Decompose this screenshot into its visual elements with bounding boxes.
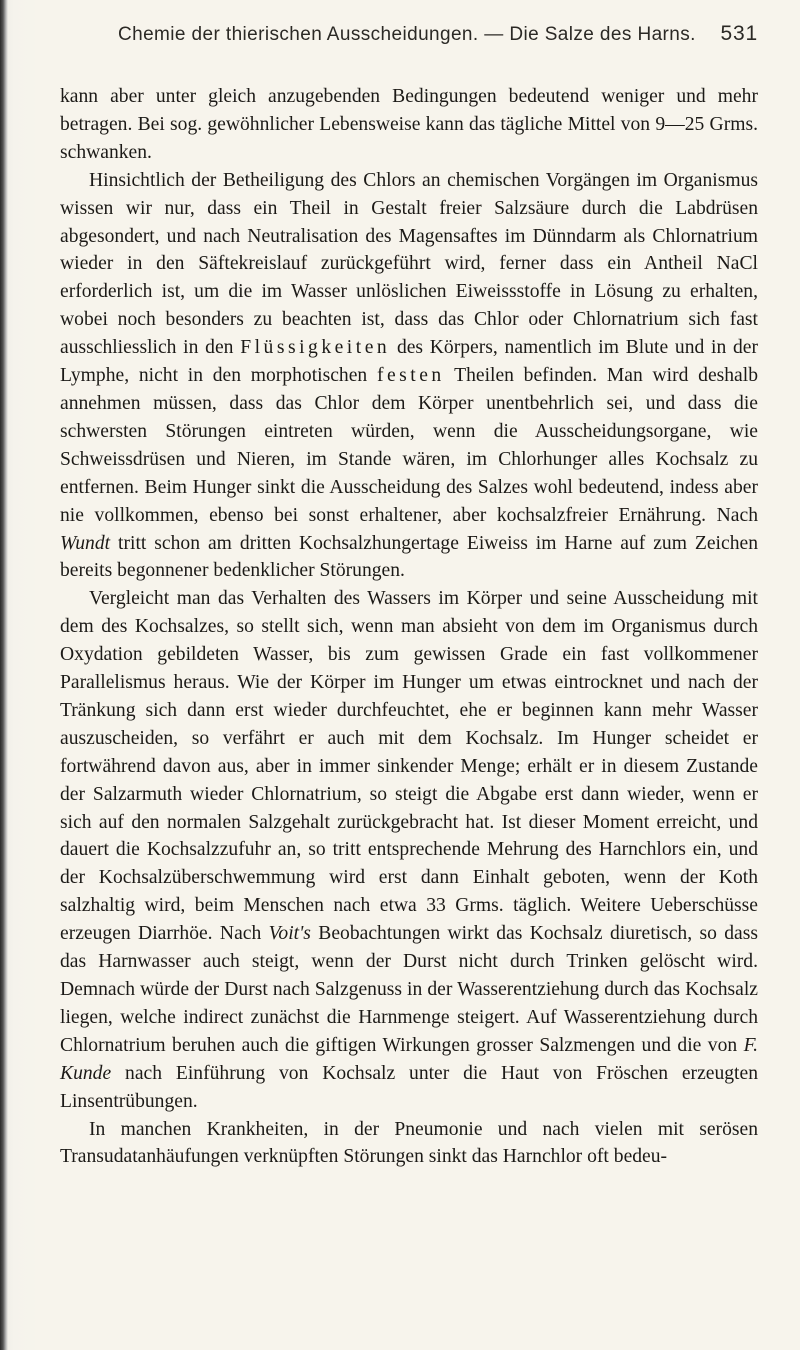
emphasis-festen: festen (376, 365, 445, 387)
paragraph-3-part-c: nach Einführung von Kochsalz unter die Haut von Fröschen erzeugten Linsentrübungen. (60, 1062, 758, 1112)
binding-edge (0, 0, 8, 1350)
paragraph-2-part-d: tritt schon am dritten Kochsalzhungertage Eiweiss im Harne auf zum Zeichen bereits begonnener bedenklicher Störungen. (60, 532, 758, 582)
paragraph-3-part-b: Beobachtungen wirkt das Kochsalz diuretisch, so dass das Harnwasser auch steigt, wenn der Durst nicht durch Trinken gelöscht wird. Demnach würde der Durst nach Salzgenuss in der Wasserentziehung durch das Kochsalz liegen, welche indirect zunächst die Harnmenge steigert. Auf Wasserentziehung durch Chlornatrium beruhen auch die giftigen Wirkungen grosser Salzmengen und die von (60, 923, 758, 1056)
paragraph-2-part-a: Hinsichtlich der Betheiligung des Chlors an chemischen Vorgängen im Organismus wissen wir nur, dass ein Theil in Gestalt freier Salzsäure durch die Labdrüsen abgesondert, und nach Neutralisation des Magensaftes im Dünndarm als Chlornatrium wieder in den Säftekreislauf zurückgeführt wird, ferner dass ein Antheil NaCl erforderlich ist, um die im Wasser unlöslichen Eiweissstoffe in Lösung zu erhalten, wobei noch besonders zu beachten ist, dass das Chlor oder Chlornatrium sich fast ausschliesslich in den (60, 169, 758, 359)
author-voit: Voit's (268, 923, 311, 945)
paragraph-2 (60, 167, 758, 586)
running-head (118, 22, 758, 54)
page-number: 531 (720, 22, 758, 45)
paragraph-2-part-c: Theilen befinden. Man wird deshalb annehmen müssen, dass das Chlor dem Körper unentbehrlich sei, und dass die schwersten Störungen eintreten würden, wenn die Ausscheidungsorgane, wie Schweissdrüsen und Nieren, im Stande wären, im Chlorhunger alles Kochsalz zu entfernen. Beim Hunger sinkt die Ausscheidung des Salzes wohl bedeutend, indess aber nie vollkommen, ebenso bei sonst erhaltener, aber kochsalzfreier Ernährung. Nach (60, 365, 758, 526)
paragraph-4 (60, 1116, 758, 1172)
paragraph-3-part-a: Vergleicht man das Verhalten des Wassers im Körper und seine Ausscheidung mit dem des Kochsalzes, so stellt sich, wenn man absieht von dem im Organismus durch Oxydation gebildeten Wasser, bis zum gewissen Grade ein fast vollkommener Parallelismus heraus. Wie der Körper im Hunger um etwas eintrocknet und nach der Tränkung sich dann erst wieder durchfeuchtet, ehe er beginnen kann mehr Wasser auszuscheiden, so verfährt er auch mit dem Kochsalz. Im Hunger scheidet er fortwährend davon aus, aber in immer sinkender Menge; erhält er in diesem Zustande der Salzarmuth wieder Chlornatrium, so steigt die Abgabe erst dann wieder, wenn er sich auf den normalen Salzgehalt zurückgebracht hat. Ist dieser Moment erreicht, und dauert die Kochsalzzufuhr an, so tritt entsprechende Mehrung des Harnchlors ein, und der Kochsalzüberschwemmung wird erst dann Einhalt geboten, wenn der Koth salzhaltig wird, beim Menschen nach etwa 33 Grms. täglich. Weitere Ueberschüsse erzeugen Diarrhöe. Nach (60, 588, 758, 945)
author-kunde: F. Kunde (60, 1034, 758, 1084)
emphasis-fluessigkeiten: Flüssigkeiten (240, 337, 391, 359)
body-text (60, 83, 758, 1171)
author-wundt: Wundt (60, 532, 111, 554)
paragraph-4-text: In manchen Krankheiten, in der Pneumonie und nach vielen mit serösen Transudatanhäufungen verknüpften Störungen sinkt das Harnchlor oft bedeu- (60, 1118, 758, 1168)
paragraph-2-part-b: des Körpers, namentlich im Blute und in der Lymphe, nicht in den morphotischen (60, 337, 759, 387)
paragraph-3 (60, 585, 758, 1115)
paragraph-1-text: kann aber unter gleich anzugebenden Bedingungen bedeutend weniger und mehr betragen. Bei sog. gewöhnlicher Lebensweise kann das tägliche Mittel von 9—25 Grms. schwanken. (60, 86, 758, 163)
running-title: Chemie der thierischen Ausscheidungen. — Die Salze des Harns. (118, 24, 696, 45)
paragraph-1 (60, 83, 758, 167)
